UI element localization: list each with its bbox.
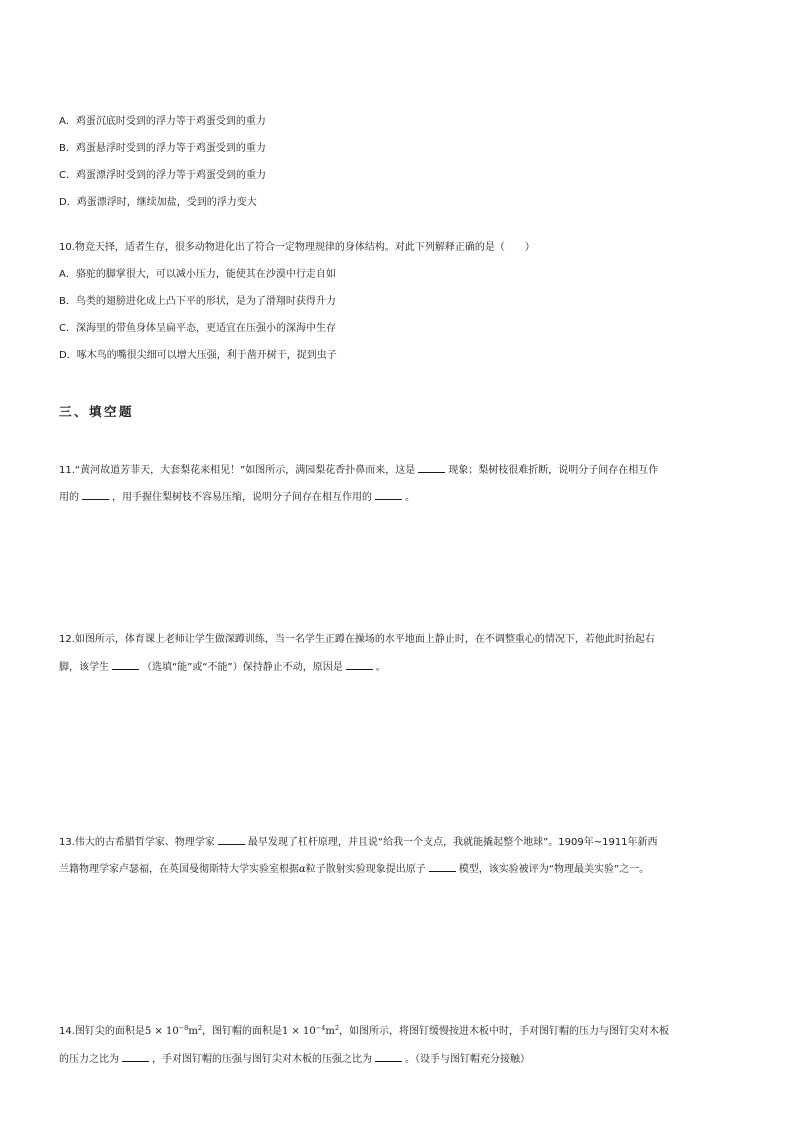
q12-text-3: （选填“能”或“不能”）保持静止不动，原因是 xyxy=(142,662,343,673)
q13-text-3: 兰籍物理学家卢瑟福，在英国曼彻斯特大学实验室根据 xyxy=(59,864,299,875)
q11-text-1: 11.“黄河故道芳菲天，大套梨花来相见！”如图所示，满园梨花香扑鼻而来，这是 xyxy=(59,465,416,476)
q10-option-c: C．深海里的带鱼身体呈扁平态，更适宜在压强小的深海中生存 xyxy=(59,323,336,334)
cap-area-formula: $1 \times 10^{-4}m^2$ xyxy=(281,1024,339,1037)
q14-line-1 xyxy=(59,1025,738,1039)
q14-text-4: 的压力之比为 xyxy=(59,1054,119,1065)
q13-text-5: 模型，该实验被评为“物理最美实验”之一。 xyxy=(458,864,650,875)
q9-option-b: B．鸡蛋悬浮时受到的浮力等于鸡蛋受到的重力 xyxy=(59,143,266,154)
q13-line-2 xyxy=(59,862,738,877)
alpha-symbol: α xyxy=(299,864,306,875)
q10-option-d: D．啄木鸟的嘴很尖细可以增大压强，利于凿开树干，捉到虫子 xyxy=(59,350,337,361)
q13-line-1 xyxy=(59,835,738,850)
q14-text-2: ，图钉帽的面积是 xyxy=(201,1026,282,1037)
q12-blank-1 xyxy=(112,660,139,670)
q11-line-1 xyxy=(59,463,738,478)
q12-blank-2 xyxy=(346,660,373,670)
q9-option-d: D．鸡蛋漂浮时，继续加盐，受到的浮力变大 xyxy=(59,197,257,208)
q12-line-2 xyxy=(59,660,738,675)
q11-blank-2 xyxy=(82,490,109,500)
q9-option-c: C．鸡蛋漂浮时受到的浮力等于鸡蛋受到的重力 xyxy=(59,170,266,181)
q10-option-b: B．鸟类的翅膀进化成上凸下平的形状，是为了滑翔时获得升力 xyxy=(59,296,336,307)
q12-line-1 xyxy=(59,633,738,647)
q14-text-5: ，手对图钉帽的压强与图钉尖对木板的压强之比为 xyxy=(152,1054,372,1065)
section-title: 三、填空题 xyxy=(59,404,135,419)
q14-blank-2 xyxy=(375,1052,402,1062)
q11-line-2 xyxy=(59,490,738,505)
q13-blank-1 xyxy=(218,835,245,845)
q12-text-4: 。 xyxy=(375,662,386,673)
q13-text-2: 最早发现了杠杆原理，并且说“给我一个支点，我就能撬起整个地球”。1909年~1911年新西 xyxy=(247,837,658,848)
tip-area-formula: $5 \times 10^{-8}m^2$ xyxy=(144,1024,202,1037)
q11-text-3: 用的 xyxy=(59,492,79,503)
q11-text-2: 现象；梨树枝很难折断，说明分子间存在相互作 xyxy=(448,465,659,476)
q9-option-a: A．鸡蛋沉底时受到的浮力等于鸡蛋受到的重力 xyxy=(59,116,266,127)
q13-text-1: 13.伟大的古希腊哲学家、物理学家 xyxy=(59,837,215,848)
q11-blank-3 xyxy=(375,490,402,500)
q13-blank-2 xyxy=(429,862,456,872)
q14-text-6: 。（设手与图钉帽充分接触） xyxy=(405,1054,530,1065)
q11-text-4: ，用手握住梨树枝不容易压缩，说明分子间存在相互作用的 xyxy=(112,492,372,503)
q14-text-1: 14.图钉尖的面积是 xyxy=(59,1026,145,1037)
q10-stem: 10.物竞天择，适者生存，很多动物进化出了符合一定物理规律的身体结构。对此下列解释正确的是（ ） xyxy=(59,242,535,253)
q14-line-2 xyxy=(59,1052,738,1067)
q14-blank-1 xyxy=(122,1052,149,1062)
q13-text-4: 粒子散射实验现象提出原子 xyxy=(305,864,426,875)
q11-text-5: 。 xyxy=(405,492,415,503)
q11-blank-1 xyxy=(418,463,445,473)
q14-text-3: ，如图所示，将图钉缓慢按进木板中时，手对图钉帽的压力与图钉尖对木板 xyxy=(339,1026,669,1037)
q12-text-1: 12.如图所示，体育课上老师让学生做深蹲训练，当一名学生正蹲在操场的水平地面上静止时，在不调整重心的情况下，若他此时抬起右 xyxy=(59,634,655,645)
q12-text-2: 脚，该学生 xyxy=(59,662,109,673)
q10-option-a: A．骆驼的脚掌很大，可以减小压力，能使其在沙漠中行走自如 xyxy=(59,269,336,280)
